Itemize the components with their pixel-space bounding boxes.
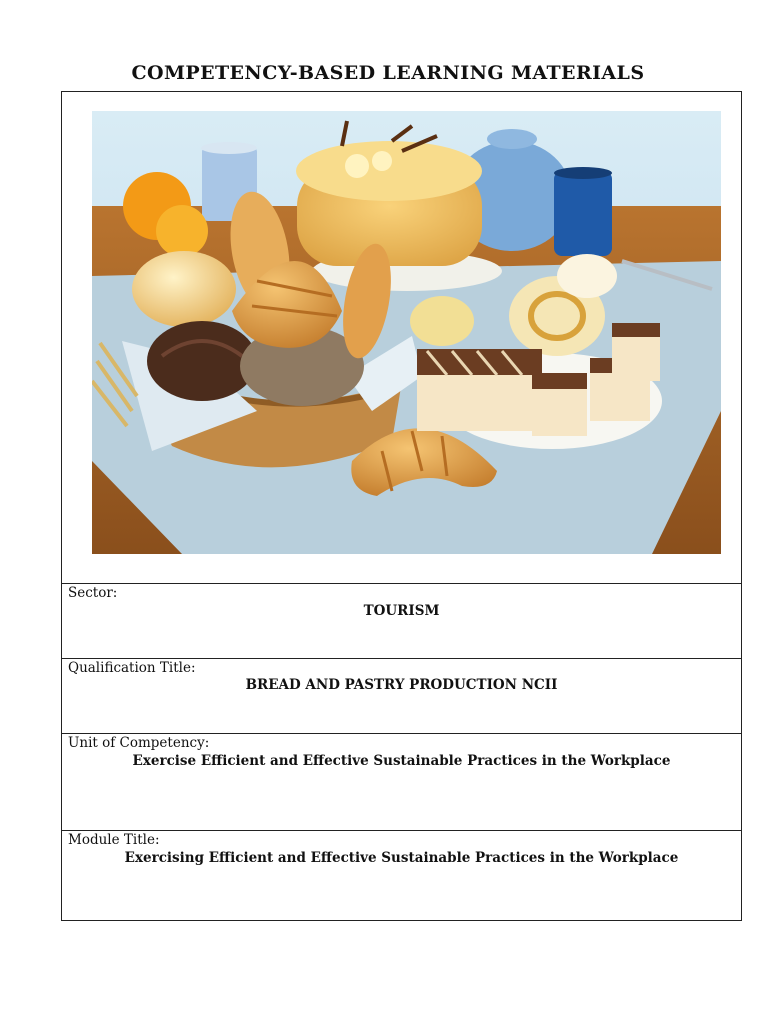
qualification-row — [62, 658, 741, 733]
sector-row — [62, 583, 741, 658]
sector-label: Sector: — [68, 585, 118, 601]
module-title-row — [62, 830, 741, 920]
document-title: COMPETENCY-BASED LEARNING MATERIALS — [131, 62, 645, 84]
module-title-label: Module Title: — [68, 832, 160, 848]
sector-value: TOURISM — [363, 603, 440, 619]
module-title-value: Exercising Efficient and Effective Sustainable Practices in the Workplace — [124, 850, 679, 866]
qualification-label: Qualification Title: — [68, 660, 196, 676]
unit-of-competency-value: Exercise Efficient and Effective Sustainable Practices in the Workplace — [132, 753, 671, 769]
unit-of-competency-label: Unit of Competency: — [68, 735, 210, 751]
cover-frame — [61, 91, 742, 921]
qualification-value: BREAD AND PASTRY PRODUCTION NCII — [245, 677, 558, 693]
unit-of-competency-row — [62, 733, 741, 830]
bread-and-pastry-photo — [92, 111, 721, 554]
